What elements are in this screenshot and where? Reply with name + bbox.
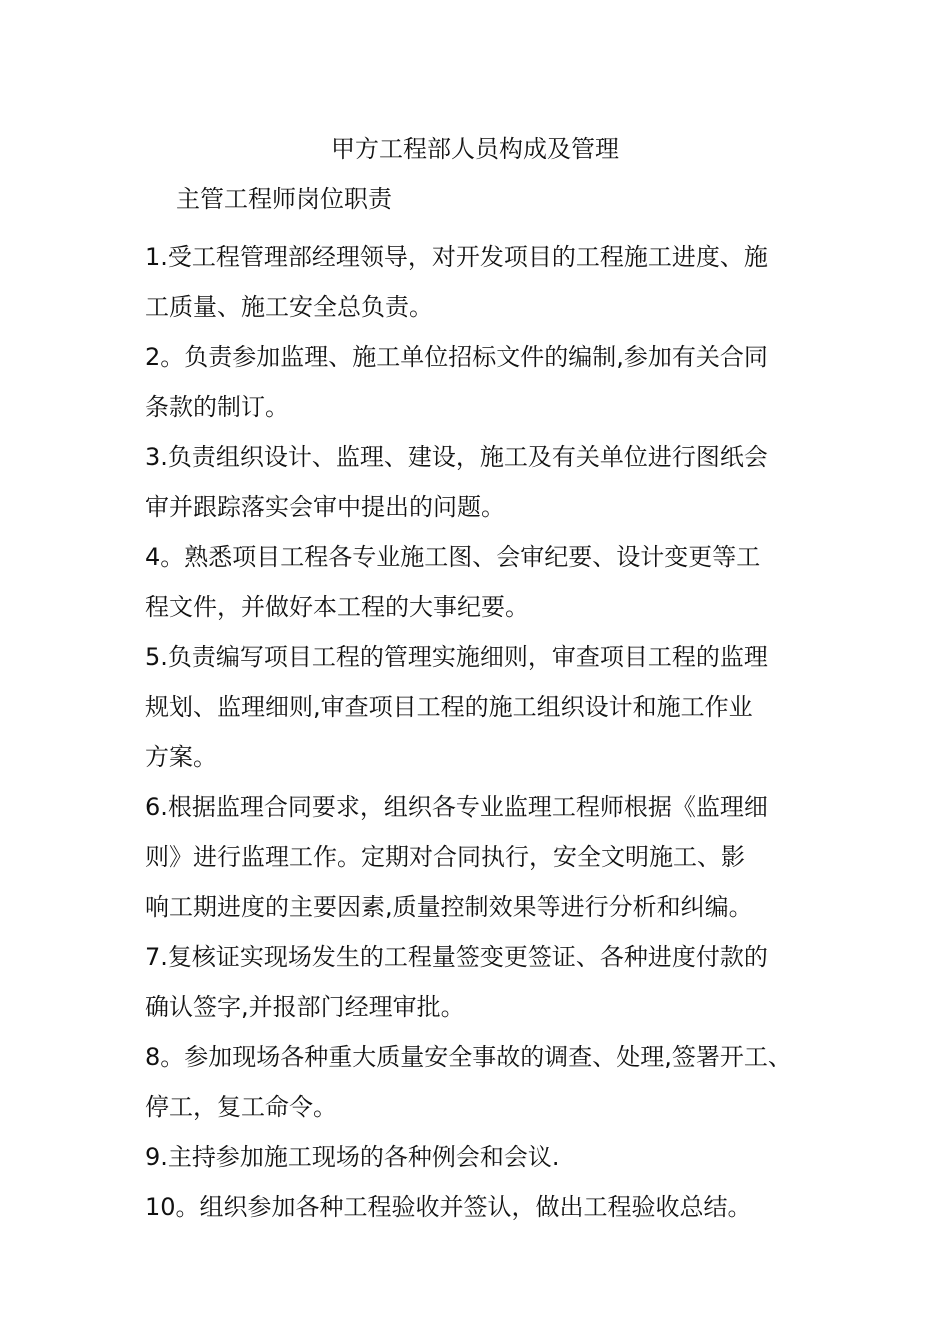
duty-item xyxy=(145,532,815,632)
duty-item-line: 则》进行监理工作。定期对合同执行，安全文明施工、影 xyxy=(145,843,745,871)
duty-item-line: 7.复核证实现场发生的工程量签变更签证、各种进度付款的 xyxy=(145,943,768,971)
duty-item-line: 响工期进度的主要因素,质量控制效果等进行分析和纠编。 xyxy=(145,893,753,921)
duty-item-line: 6.根据监理合同要求，组织各专业监理工程师根据《监理细 xyxy=(145,793,768,821)
document-title: 甲方工程部人员构成及管理 xyxy=(331,135,619,163)
section-title: 主管工程师岗位职责 xyxy=(176,185,392,213)
duty-item-line: 5.负责编写项目工程的管理实施细则，审查项目工程的监理 xyxy=(145,643,768,671)
duty-item xyxy=(145,1132,815,1182)
duty-item-line: 审并跟踪落实会审中提出的问题。 xyxy=(145,493,505,521)
duty-item-line: 2。负责参加监理、施工单位招标文件的编制,参加有关合同 xyxy=(145,343,768,371)
duty-item xyxy=(145,782,815,932)
duty-item xyxy=(145,632,815,782)
duty-item-line: 程文件，并做好本工程的大事纪要。 xyxy=(145,593,529,621)
duty-item xyxy=(145,332,815,432)
duty-item xyxy=(145,1032,815,1132)
duty-item xyxy=(145,232,815,332)
duty-item-line: 方案。 xyxy=(145,743,217,771)
duty-item xyxy=(145,932,815,1032)
duty-item-line: 10。组织参加各种工程验收并签认，做出工程验收总结。 xyxy=(145,1193,752,1221)
duty-list xyxy=(145,232,815,1232)
duty-item-line: 条款的制订。 xyxy=(145,393,289,421)
duty-item-line: 1.受工程管理部经理领导，对开发项目的工程施工进度、施 xyxy=(145,243,768,271)
duty-item xyxy=(145,432,815,532)
duty-item-line: 规划、监理细则,审查项目工程的施工组织设计和施工作业 xyxy=(145,693,753,721)
duty-item-line: 确认签字,并报部门经理审批。 xyxy=(145,993,465,1021)
duty-item-line: 8。参加现场各种重大质量安全事故的调查、处理,签署开工、 xyxy=(145,1043,792,1071)
duty-item-line: 3.负责组织设计、监理、建设，施工及有关单位进行图纸会 xyxy=(145,443,768,471)
duty-item-line: 工质量、施工安全总负责。 xyxy=(145,293,433,321)
duty-item-line: 9.主持参加施工现场的各种例会和会议. xyxy=(145,1143,560,1171)
duty-item xyxy=(145,1182,815,1232)
duty-item-line: 4。熟悉项目工程各专业施工图、会审纪要、设计变更等工 xyxy=(145,543,761,571)
duty-item-line: 停工，复工命令。 xyxy=(145,1093,337,1121)
